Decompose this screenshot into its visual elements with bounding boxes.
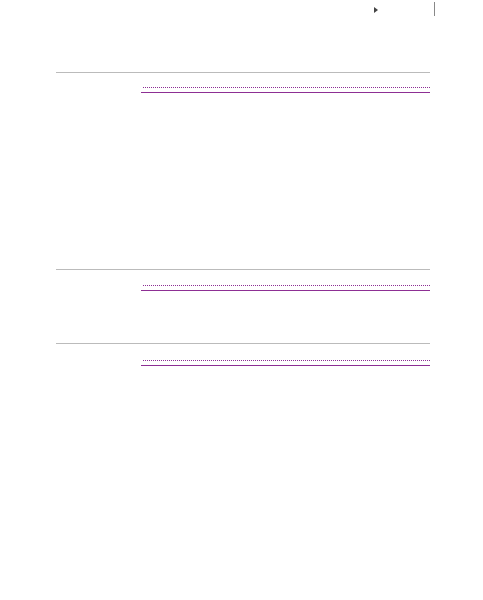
section-heading[interactable] [141, 79, 430, 91]
section-underline [141, 365, 430, 366]
chapter-divider [56, 72, 430, 73]
header-divider [434, 2, 435, 16]
chapter-divider [56, 269, 430, 270]
chapter-divider [56, 343, 430, 344]
triangle-marker-icon [374, 7, 378, 13]
section-underline [141, 92, 430, 93]
page-header [0, 4, 483, 18]
section-underline [141, 290, 430, 291]
section-heading[interactable] [141, 352, 430, 364]
section-heading[interactable] [141, 277, 430, 289]
